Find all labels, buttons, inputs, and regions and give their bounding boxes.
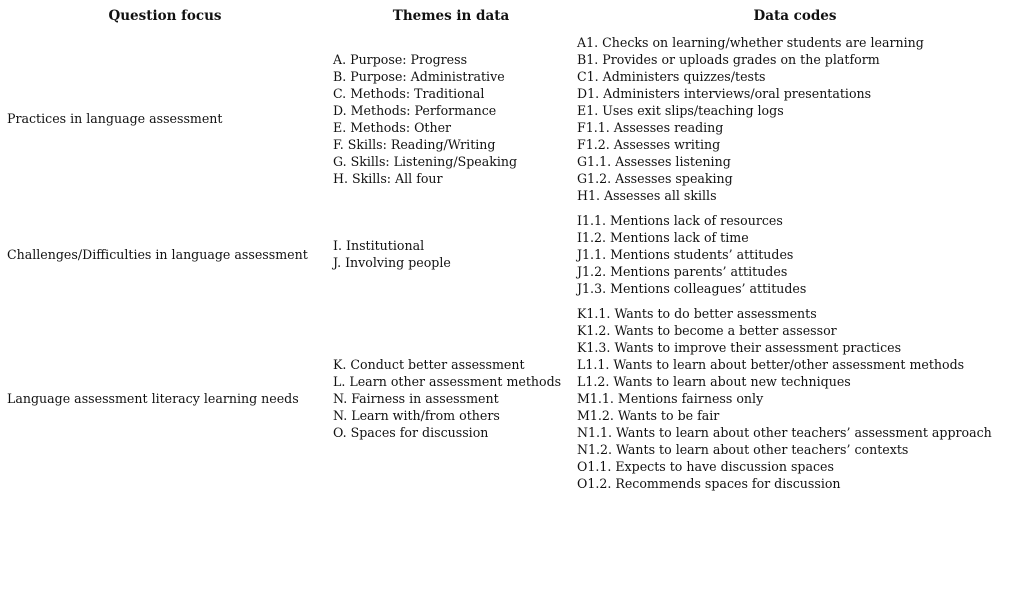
row-2-question-focus: Challenges/Difficulties in language assessment: [7, 247, 308, 262]
row-3-themes: [333, 356, 561, 441]
code-item: J1.3. Mentions colleagues’ attitudes: [577, 281, 807, 296]
code-item: A1. Checks on learning/whether students are learning: [577, 35, 924, 50]
code-item: G1.1. Assesses listening: [577, 154, 731, 169]
code-item: O1.1. Expects to have discussion spaces: [577, 459, 834, 474]
code-item: F1.2. Assesses writing: [577, 137, 721, 152]
theme-item: G. Skills: Listening/Speaking: [333, 154, 518, 169]
header-question-focus: Question focus: [108, 8, 222, 24]
header-themes-in-data: Themes in data: [392, 8, 510, 24]
row-1-question-focus: Practices in language assessment: [7, 111, 223, 126]
code-item: I1.2. Mentions lack of time: [577, 230, 749, 245]
theme-item: L. Learn other assessment methods: [333, 374, 562, 389]
code-item: I1.1. Mentions lack of resources: [577, 213, 783, 228]
code-item: K1.3. Wants to improve their assessment practices: [577, 340, 902, 355]
code-item: B1. Provides or uploads grades on the platform: [577, 52, 880, 67]
row-1-codes: [577, 34, 924, 204]
code-item: M1.1. Mentions fairness only: [577, 391, 764, 406]
code-item: K1.2. Wants to become a better assessor: [577, 323, 837, 338]
code-item: K1.1. Wants to do better assessments: [577, 306, 817, 321]
theme-item: K. Conduct better assessment: [333, 357, 525, 372]
theme-item: D. Methods: Performance: [333, 103, 497, 118]
theme-item: C. Methods: Traditional: [333, 86, 485, 101]
row-3-question-focus: Language assessment literacy learning needs: [7, 391, 299, 406]
code-item: O1.2. Recommends spaces for discussion: [577, 476, 841, 491]
row-3-codes: [577, 305, 992, 492]
code-item: H1. Assesses all skills: [577, 188, 717, 203]
code-item: L1.1. Wants to learn about better/other assessment methods: [577, 357, 965, 372]
theme-item: E. Methods: Other: [333, 120, 452, 135]
theme-item: I. Institutional: [333, 238, 425, 253]
row-2-codes: [577, 212, 806, 297]
row-2-themes: [333, 237, 451, 271]
code-item: F1.1. Assesses reading: [577, 120, 724, 135]
theme-item: B. Purpose: Administrative: [333, 69, 505, 84]
row-1-themes: [333, 51, 517, 187]
theme-item: F. Skills: Reading/Writing: [333, 137, 496, 152]
code-item: J1.2. Mentions parents’ attitudes: [577, 264, 788, 279]
theme-item: N. Learn with/from others: [333, 408, 500, 423]
theme-item: H. Skills: All four: [333, 171, 443, 186]
code-item: E1. Uses exit slips/teaching logs: [577, 103, 784, 118]
code-item: D1. Administers interviews/oral presentations: [577, 86, 872, 101]
code-item: L1.2. Wants to learn about new techniques: [577, 374, 851, 389]
code-item: C1. Administers quizzes/tests: [577, 69, 766, 84]
code-item: G1.2. Assesses speaking: [577, 171, 733, 186]
theme-item: A. Purpose: Progress: [333, 52, 468, 67]
header-data-codes: Data codes: [753, 8, 837, 24]
theme-item: N. Fairness in assessment: [333, 391, 499, 406]
theme-item: O. Spaces for discussion: [333, 425, 489, 440]
theme-item: J. Involving people: [333, 255, 451, 270]
code-item: N1.2. Wants to learn about other teachers’ contexts: [577, 442, 909, 457]
code-item: J1.1. Mentions students’ attitudes: [577, 247, 794, 262]
code-item: N1.1. Wants to learn about other teachers’ assessment approach: [577, 425, 992, 440]
code-item: M1.2. Wants to be fair: [577, 408, 720, 423]
